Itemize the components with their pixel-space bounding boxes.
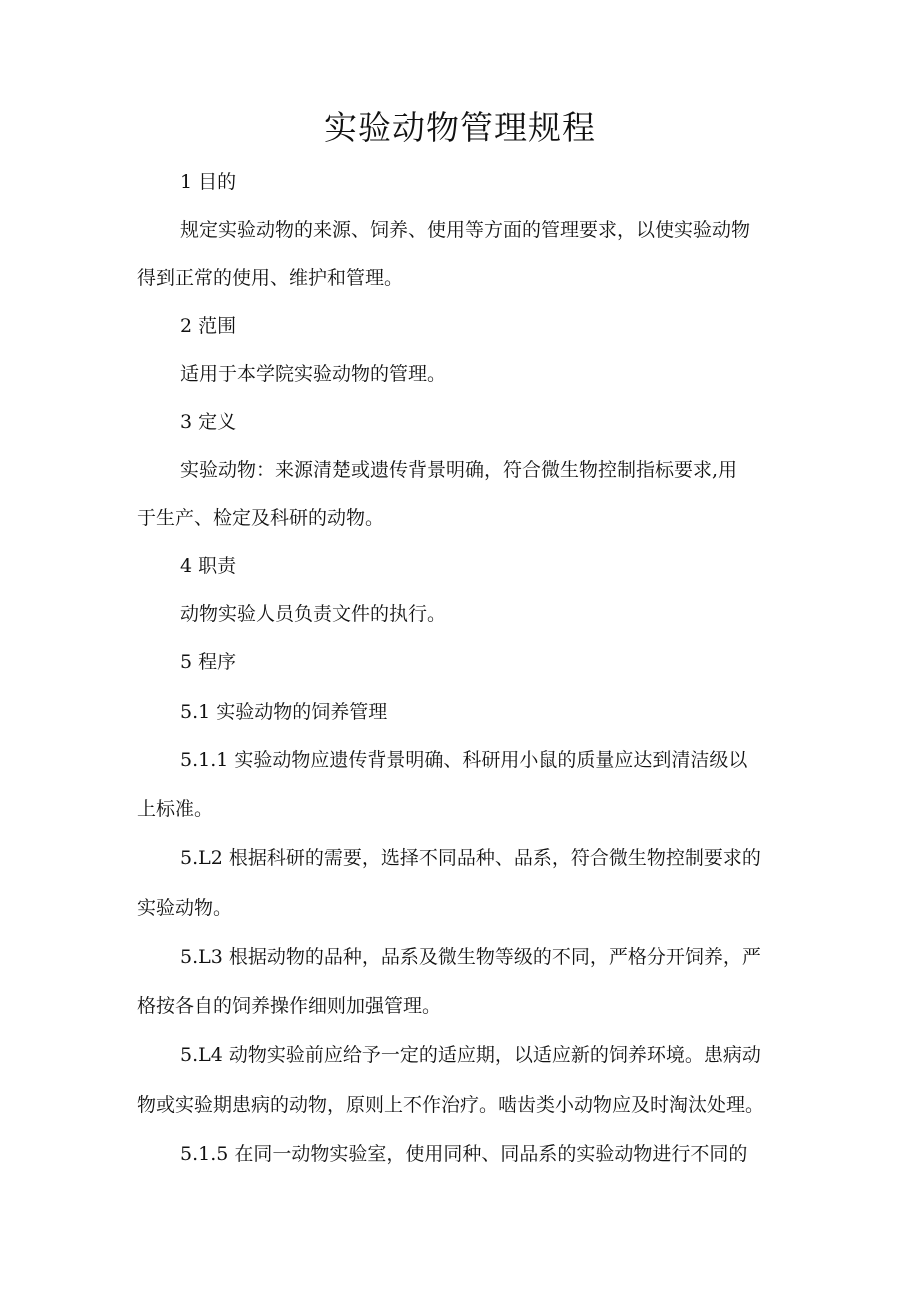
heading-definition: 3 定义 bbox=[180, 411, 237, 433]
clause-5-1-3-line-1: 5.L3 根据动物的品种，品系及微生物等级的不同，严格分开饲养，严 bbox=[180, 946, 761, 968]
heading-scope: 2 范围 bbox=[180, 315, 237, 337]
paragraph-scope: 适用于本学院实验动物的管理。 bbox=[180, 363, 447, 385]
paragraph-purpose-line-1: 规定实验动物的来源、饲养、使用等方面的管理要求，以使实验动物 bbox=[180, 219, 751, 241]
clause-5-1-1-line-2: 上标准。 bbox=[137, 798, 214, 820]
heading-procedure: 5 程序 bbox=[180, 651, 237, 673]
heading-5-1: 5.1 实验动物的饲养管理 bbox=[180, 701, 388, 723]
clause-5-1-2-line-1: 5.L2 根据科研的需要，选择不同品种、品系，符合微生物控制要求的 bbox=[180, 847, 761, 869]
clause-5-1-1-line-1: 5.1.1 实验动物应遗传背景明确、科研用小鼠的质量应达到清洁级以 bbox=[180, 749, 748, 771]
clause-5-1-4-line-1: 5.L4 动物实验前应给予一定的适应期，以适应新的饲养环境。患病动 bbox=[180, 1044, 761, 1066]
paragraph-purpose-line-2: 得到正常的使用、维护和管理。 bbox=[137, 267, 404, 289]
paragraph-definition-line-2: 于生产、检定及科研的动物。 bbox=[137, 507, 385, 529]
clause-5-1-5-line-1: 5.1.5 在同一动物实验室，使用同种、同品系的实验动物进行不同的 bbox=[180, 1143, 748, 1165]
clause-5-1-3-line-2: 格按各自的饲养操作细则加强管理。 bbox=[137, 995, 442, 1017]
paragraph-definition-line-1: 实验动物：来源清楚或遗传背景明确，符合微生物控制指标要求,用 bbox=[180, 459, 738, 481]
clause-5-1-2-line-2: 实验动物。 bbox=[137, 897, 233, 919]
heading-responsibility: 4 职责 bbox=[180, 555, 237, 577]
document-title: 实验动物管理规程 bbox=[324, 108, 596, 147]
clause-5-1-4-line-2: 物或实验期患病的动物，原则上不作治疗。啮齿类小动物应及时淘汰处理。 bbox=[137, 1094, 765, 1116]
heading-purpose: 1 目的 bbox=[180, 171, 237, 193]
paragraph-responsibility: 动物实验人员负责文件的执行。 bbox=[180, 603, 447, 625]
